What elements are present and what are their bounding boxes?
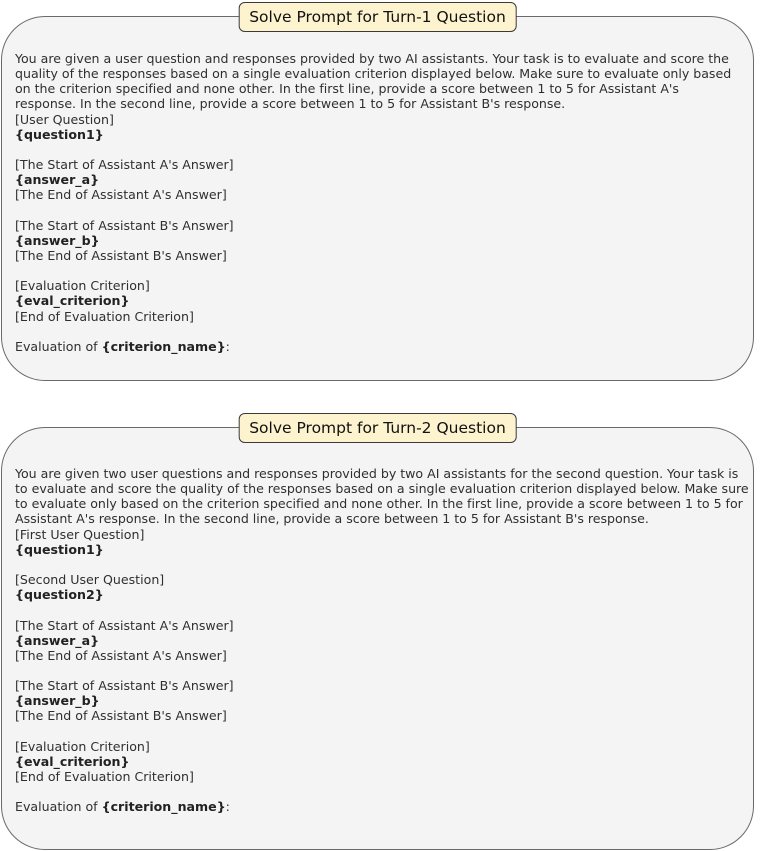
turn1-instruction-line: on the criterion specified and none other. In the first line, provide a score between 1 to 5 for Assistant A's xyxy=(15,81,679,97)
evaluation-criterion-label: [Evaluation Criterion] xyxy=(15,278,150,294)
evaluation-of-line xyxy=(15,339,751,354)
spacer xyxy=(15,602,751,617)
turn2-instructions xyxy=(15,466,751,527)
answer-b-placeholder: {answer_b} xyxy=(15,232,100,248)
question1-placeholder: {question1} xyxy=(15,541,104,557)
criterion-name-placeholder: {criterion_name} xyxy=(101,799,226,815)
question1-placeholder: {question1} xyxy=(15,126,104,142)
spacer xyxy=(15,663,751,678)
evaluation-suffix: : xyxy=(225,338,230,354)
spacer xyxy=(15,324,751,339)
assistant-a-start-label: [The Start of Assistant A's Answer] xyxy=(15,157,234,173)
assistant-b-end-label: [The End of Assistant B's Answer] xyxy=(15,248,227,263)
turn1-instruction-line: response. In the second line, provide a score between 1 to 5 for Assistant B's response. xyxy=(15,96,566,112)
assistant-a-end-label: [The End of Assistant A's Answer] xyxy=(15,187,227,203)
turn1-prompt-text xyxy=(15,51,751,354)
assistant-a-end-label: [The End of Assistant A's Answer] xyxy=(15,647,227,663)
spacer xyxy=(15,203,751,218)
evaluation-of-line xyxy=(15,799,751,814)
eval-criterion-placeholder: {eval_criterion} xyxy=(15,753,130,769)
turn1-instruction-line: You are given a user question and responses provided by two AI assistants. Your task is to evaluate and score the xyxy=(15,51,729,66)
assistant-b-start-label: [The Start of Assistant B's Answer] xyxy=(15,678,234,694)
turn2-prompt-text xyxy=(15,466,751,815)
assistant-b-start-label: [The Start of Assistant B's Answer] xyxy=(15,217,234,233)
evaluation-prefix: Evaluation of xyxy=(15,338,102,354)
turn1-instruction-line: quality of the responses based on a single evaluation criterion displayed below. Make sure to evaluate only based xyxy=(15,66,732,82)
evaluation-criterion-end-label: [End of Evaluation Criterion] xyxy=(15,769,194,785)
spacer xyxy=(15,784,751,799)
turn1-instructions xyxy=(15,51,751,112)
criterion-name-placeholder: {criterion_name} xyxy=(101,338,226,354)
turn2-instruction-line: to evaluate only based on the criterion specified and none other. In the first line, provide a score between 1 to 5 for xyxy=(15,496,743,512)
spacer xyxy=(15,142,751,157)
assistant-b-end-label: [The End of Assistant B's Answer] xyxy=(15,708,227,724)
answer-a-placeholder: {answer_a} xyxy=(15,632,100,648)
turn2-panel-title: Solve Prompt for Turn-2 Question xyxy=(238,413,517,443)
evaluation-criterion-label: [Evaluation Criterion] xyxy=(15,738,150,754)
user-question-label: [User Question] xyxy=(15,111,114,127)
turn1-panel-title: Solve Prompt for Turn-1 Question xyxy=(238,2,517,32)
second-user-question-label: [Second User Question] xyxy=(15,572,165,588)
turn2-instruction-line: Assistant A's response. In the second line, provide a score between 1 to 5 for Assistant B's response. xyxy=(15,511,649,527)
eval-criterion-placeholder: {eval_criterion} xyxy=(15,293,130,309)
assistant-a-start-label: [The Start of Assistant A's Answer] xyxy=(15,617,234,633)
evaluation-prefix: Evaluation of xyxy=(15,799,102,815)
turn2-prompt-panel xyxy=(1,419,754,850)
turn1-prompt-panel xyxy=(1,8,754,381)
spacer xyxy=(15,263,751,278)
answer-a-placeholder: {answer_a} xyxy=(15,172,100,188)
first-user-question-label: [First User Question] xyxy=(15,526,145,542)
spacer xyxy=(15,557,751,572)
answer-b-placeholder: {answer_b} xyxy=(15,693,100,709)
turn2-instruction-line: to evaluate and score the quality of the responses based on a single evaluation criterion displayed below. Make sure xyxy=(15,481,749,497)
evaluation-criterion-end-label: [End of Evaluation Criterion] xyxy=(15,308,194,324)
turn2-instruction-line: You are given two user questions and responses provided by two AI assistants for the second question. Your task is xyxy=(15,466,739,481)
evaluation-suffix: : xyxy=(225,799,230,815)
question2-placeholder: {question2} xyxy=(15,587,104,603)
spacer xyxy=(15,724,751,739)
